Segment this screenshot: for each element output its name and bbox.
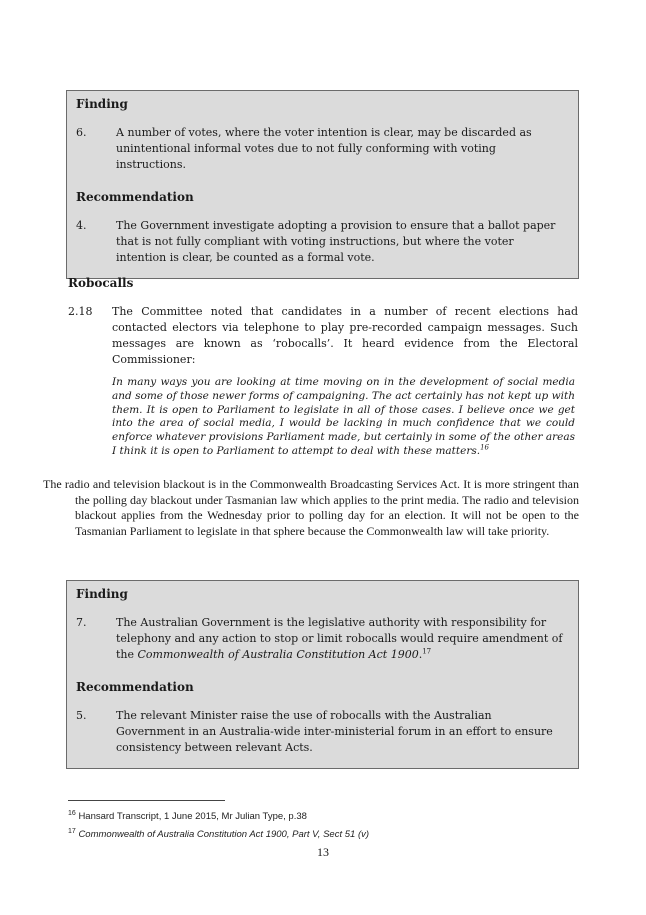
finding-6-box	[66, 90, 579, 279]
paragraph-2-18-number: 2.18	[68, 305, 93, 318]
footnote-separator-rule	[68, 800, 225, 801]
finding-7-number: 7.	[76, 616, 87, 629]
electoral-commissioner-quote	[112, 376, 575, 459]
footnote-17-text: Commonwealth of Australia Constitution Act 1900, Part V, Sect 51 (v)	[78, 829, 370, 841]
recommendation-5-number: 5.	[76, 709, 87, 722]
finding-6-item	[76, 125, 564, 173]
page-number: 13	[317, 845, 329, 859]
recommendation-heading: Recommendation	[76, 190, 194, 204]
footnote-16-marker: 16	[68, 810, 76, 817]
finding-7-text-before: The Australian Government is the legislative authority with responsibility for telephony and any action to stop or limit robocalls would require amendment of the	[116, 616, 563, 661]
finding-6-number: 6.	[76, 126, 87, 139]
footnote-ref-16: 16	[480, 443, 489, 452]
finding-7-text-after: .	[418, 648, 423, 661]
finding-7-text	[116, 615, 564, 663]
recommendation-heading: Recommendation	[76, 680, 194, 694]
recommendation-5-text: The relevant Minister raise the use of robocalls with the Australian Government in an Australia-wide inter-ministerial forum in an effort to ensure consistency between relevant Acts.	[116, 709, 553, 754]
paragraph-2-18-text: The Committee noted that candidates in a number of recent elections had contacted electors via telephone to play pre-recorded campaign messages. Such messages are known as ‘robocalls’. It heard evidence from the Electoral Commissioner:	[112, 305, 578, 366]
recommendation-4-item	[76, 218, 564, 266]
footnote-16-text: Hansard Transcript, 1 June 2015, Mr Julian Type, p.38	[78, 811, 307, 823]
finding-heading: Finding	[76, 587, 128, 601]
footnote-area	[68, 800, 578, 842]
finding-6-text: A number of votes, where the voter intention is clear, may be discarded as unintentional informal votes due to not fully conforming with voting instructions.	[116, 126, 532, 171]
finding-7-item	[76, 615, 564, 663]
recommendation-4-text: The Government investigate adopting a provision to ensure that a ballot paper that is not fully compliant with voting instructions, but where the voter intention is clear, be counted as a formal vote.	[116, 219, 556, 264]
footnote-17	[68, 824, 578, 842]
footnote-16	[68, 806, 578, 824]
footnote-ref-17: 17	[422, 647, 432, 656]
quote-text: In many ways you are looking at time moving on in the development of social media and some of those newer forms of campaigning. The act certainly has not kept up with them. It is open to Parliament to legislate in all of those cases. I believe once we get into the area of social media, I would be lacking in much confidence that we could enforce whatever provisions Parliament made, but certainly in some of the other areas I think it is open to Parliament to attempt to deal with these matters.	[112, 376, 575, 457]
footnote-17-marker: 17	[68, 828, 76, 836]
broadcast-blackout-paragraph: The radio and television blackout is in the Commonwealth Broadcasting Services Act. It is more stringent than the polling day blackout under Tasmanian law which applies to the print media. The radio and television blackout applies from the Wednesday prior to polling day for an election. It will not be open to the Tasmanian Parliament to legislate in that sphere because the Commonwealth law will take priority.	[43, 477, 579, 538]
finding-7-box	[66, 580, 579, 769]
finding-heading: Finding	[76, 97, 128, 111]
paragraph-2-18	[68, 304, 578, 368]
recommendation-5-item	[76, 708, 564, 756]
finding-7-act-title: Commonwealth of Australia Constitution Act 1900	[137, 648, 419, 661]
recommendation-4-number: 4.	[76, 219, 87, 232]
robocalls-heading: Robocalls	[68, 276, 134, 290]
